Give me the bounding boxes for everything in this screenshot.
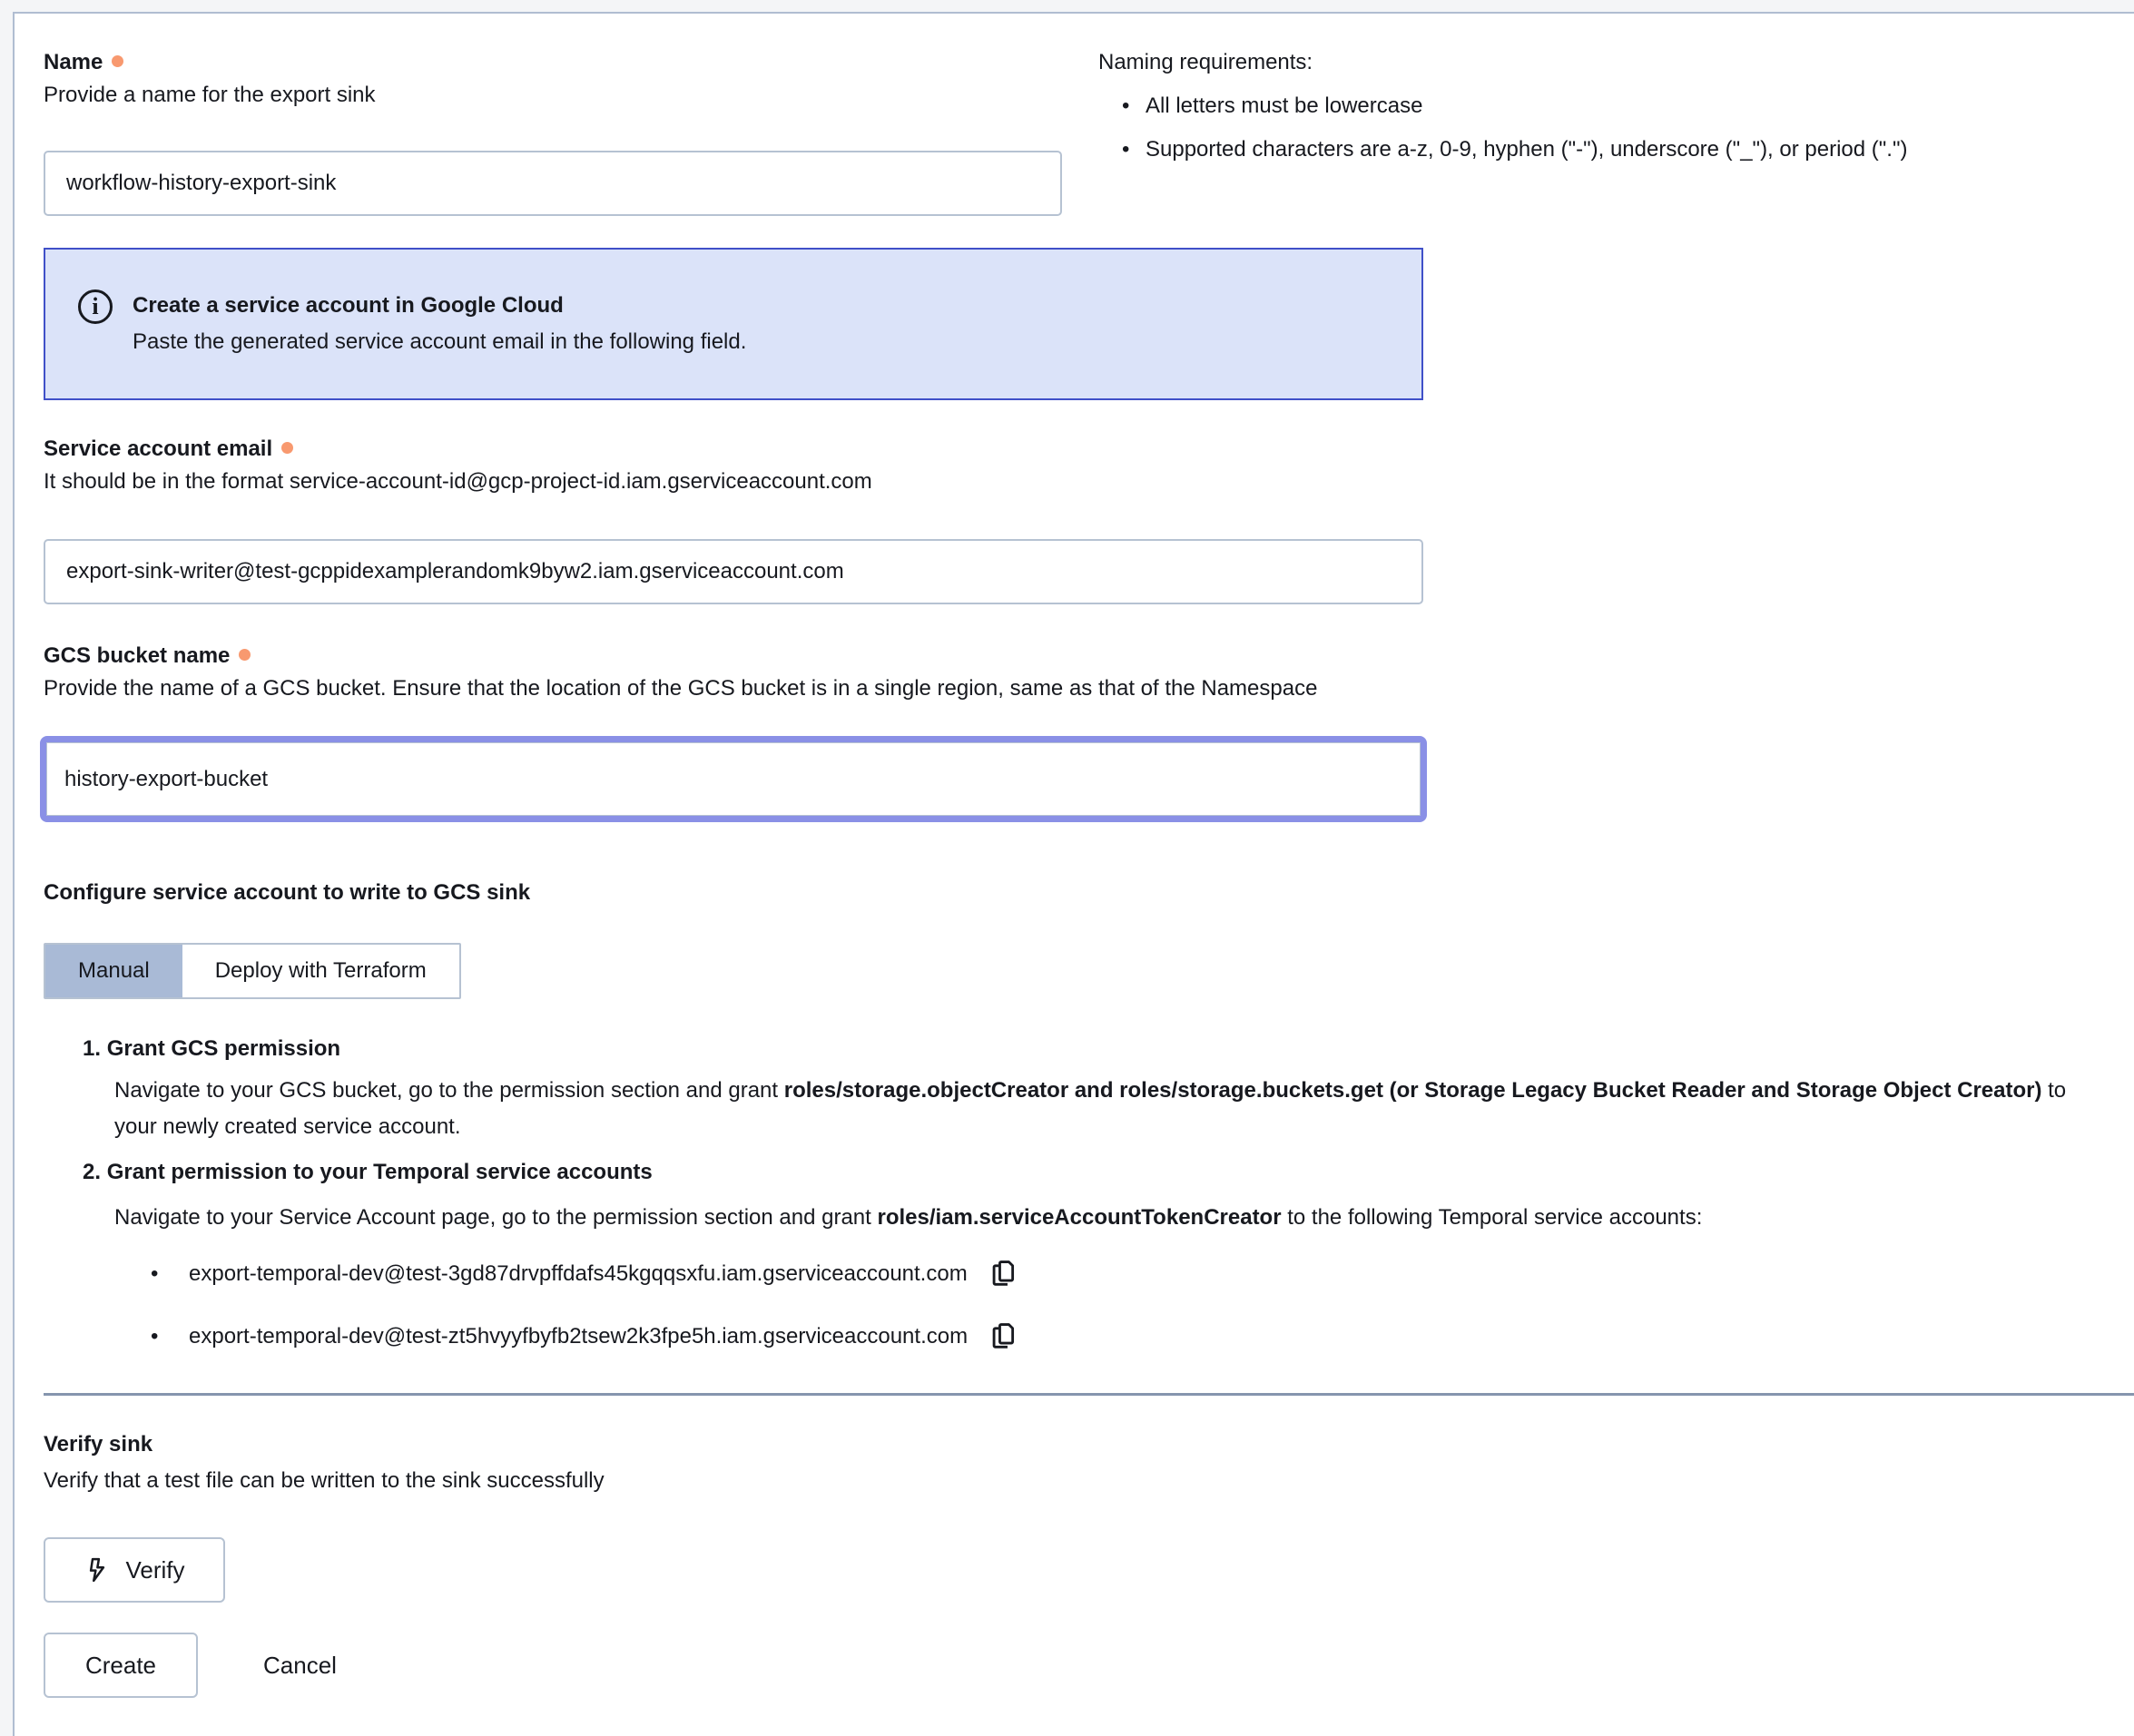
step-1-body-roles: roles/storage.objectCreator and roles/storage.buckets.get (or Storage Legacy Bucket Reader and Storage Object Creator) — [783, 1078, 2042, 1103]
gcs-bucket-name-label-text: GCS bucket name — [44, 643, 231, 668]
name-input[interactable] — [44, 151, 1062, 216]
verify-sink-title: Verify sink — [44, 1432, 153, 1456]
bullet-icon: • — [151, 1261, 159, 1286]
service-account-email-label-text: Service account email — [44, 436, 273, 461]
service-account-item — [151, 1319, 2098, 1355]
name-field-label-text: Name — [44, 50, 103, 74]
step-1-body — [114, 1073, 2098, 1145]
copy-icon[interactable] — [988, 1259, 1018, 1290]
service-account-email-text: export-temporal-dev@test-3gd87drvpffdafs45kgqqsxfu.iam.gserviceaccount.com — [189, 1261, 968, 1286]
required-dot — [112, 55, 123, 67]
section-divider — [44, 1393, 2134, 1396]
info-banner-title: Create a service account in Google Cloud — [133, 293, 564, 318]
verify-button-label: Verify — [125, 1555, 185, 1584]
name-field-label — [44, 46, 1098, 79]
verify-sink-description: Verify that a test file can be written to the sink successfully — [44, 1468, 605, 1493]
step-2-title-text: Grant permission to your Temporal service accounts — [106, 1160, 653, 1184]
step-1-number: 1. — [83, 1036, 102, 1061]
step-2-body-role: roles/iam.serviceAccountTokenCreator — [877, 1205, 1282, 1230]
create-button[interactable]: Create — [44, 1633, 198, 1698]
step-1-body-prefix: Navigate to your GCS bucket, go to the permission section and grant — [114, 1078, 784, 1103]
step-2-body-prefix: Navigate to your Service Account page, go to the permission section and grant — [114, 1205, 878, 1230]
bullet-icon: • — [1122, 137, 1130, 162]
step-1-title-text: Grant GCS permission — [106, 1036, 341, 1061]
service-account-email-description: It should be in the format service-account-id@gcp-project-id.iam.gserviceaccount.com — [44, 469, 872, 494]
step-2-number: 2. — [83, 1160, 102, 1184]
verify-button[interactable] — [44, 1537, 225, 1603]
configure-tab-group — [44, 943, 461, 999]
required-dot — [281, 442, 293, 454]
service-account-email-label — [44, 433, 2098, 466]
step-2-title — [83, 1156, 2098, 1189]
export-sink-form — [13, 12, 2134, 1736]
naming-requirement-text: Supported characters are a-z, 0-9, hyphen ("-"), underscore ("_"), or period (".") — [1146, 137, 1908, 162]
step-2-body-suffix: to the following Temporal service accounts: — [1281, 1205, 1703, 1230]
step-1-title — [83, 1033, 2098, 1065]
lightning-icon — [84, 1556, 111, 1584]
temporal-service-accounts-list — [151, 1256, 2098, 1355]
gcs-bucket-name-description: Provide the name of a GCS bucket. Ensure that the location of the GCS bucket is in a single region, same as that of the Namespace — [44, 676, 1318, 701]
naming-requirement-item — [1098, 133, 2098, 166]
info-icon: i — [78, 289, 113, 324]
bullet-icon: • — [1122, 93, 1130, 118]
service-account-email-input[interactable] — [44, 539, 1423, 604]
naming-requirement-text: All letters must be lowercase — [1146, 93, 1423, 118]
naming-requirements-title: Naming requirements: — [1098, 50, 1313, 74]
name-field-description: Provide a name for the export sink — [44, 83, 376, 107]
service-account-info-banner — [44, 248, 1423, 400]
required-dot — [239, 649, 251, 661]
bullet-icon: • — [151, 1324, 159, 1349]
step-2-body — [114, 1200, 2098, 1236]
copy-icon[interactable] — [988, 1321, 1018, 1352]
info-banner-description: Paste the generated service account email in the following field. — [133, 329, 747, 354]
step-1-body-suffix: to your newly created service account. — [114, 1078, 2067, 1139]
naming-requirement-item — [1098, 90, 2098, 123]
naming-requirements-list — [1098, 90, 2098, 166]
service-account-item — [151, 1256, 2098, 1292]
configure-section-title: Configure service account to write to GCS sink — [44, 880, 531, 905]
service-account-email-text: export-temporal-dev@test-zt5hvyyfbyfb2tsew2k3fpe5h.iam.gserviceaccount.com — [189, 1324, 969, 1349]
cancel-button[interactable]: Cancel — [263, 1651, 337, 1679]
tab-deploy-with-terraform[interactable]: Deploy with Terraform — [182, 945, 459, 997]
tab-manual[interactable]: Manual — [45, 945, 182, 997]
form-actions — [44, 1633, 2098, 1698]
manual-instructions — [83, 1033, 2098, 1355]
gcs-bucket-name-input[interactable] — [40, 736, 1427, 822]
gcs-bucket-name-label — [44, 640, 2098, 672]
